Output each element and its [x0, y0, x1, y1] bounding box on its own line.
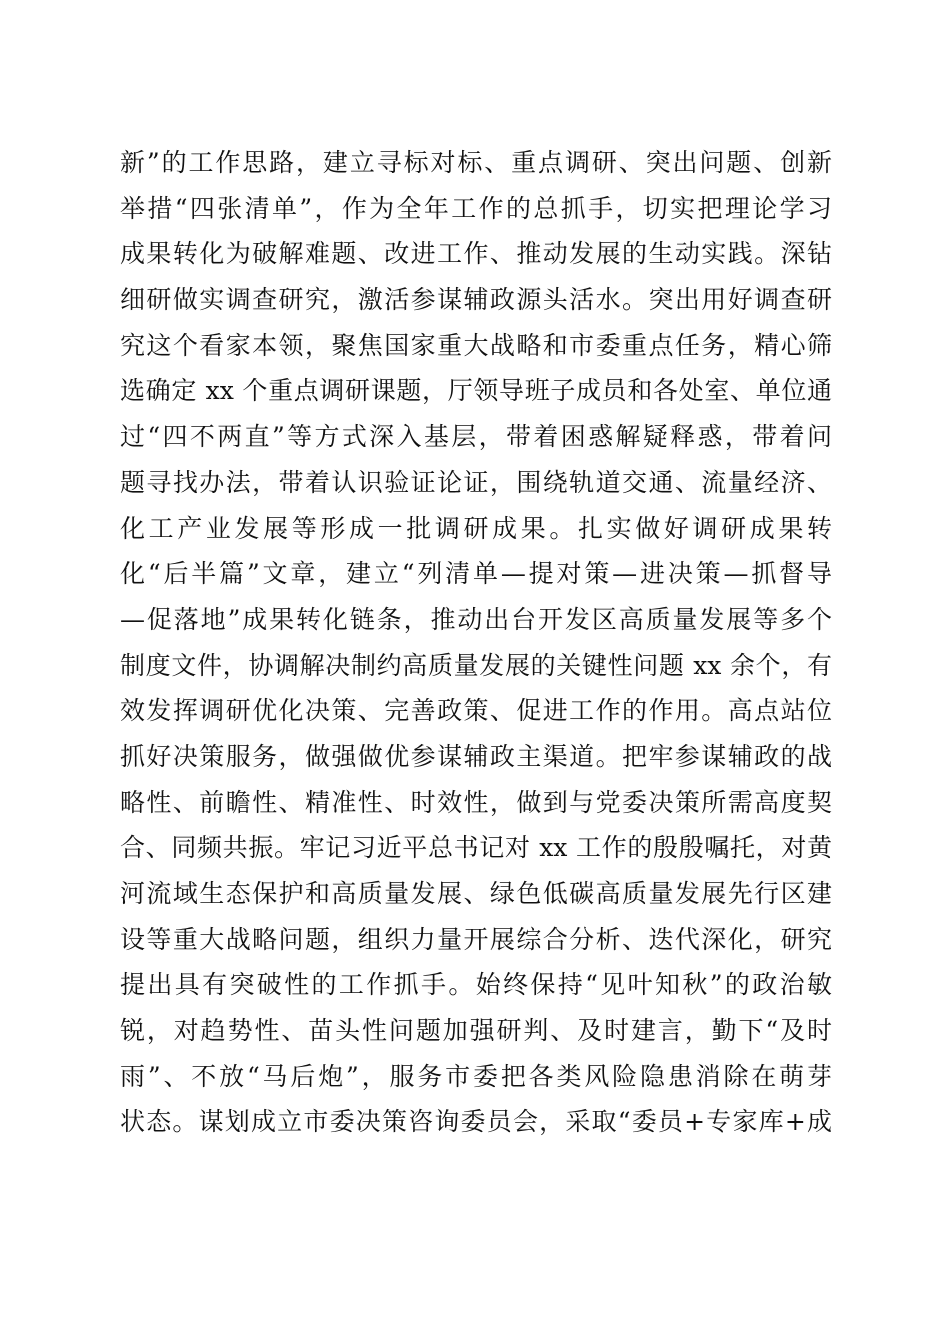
- text-line: 锐，对趋势性、苗头性问题加强研判、及时建言，勤下“及时: [120, 1016, 832, 1046]
- text-line: 设等重大战略问题，组织力量开展综合分析、迭代深化，研究: [120, 924, 832, 954]
- text-line: 成果转化为破解难题、改进工作、推动发展的生动实践。深钻: [120, 239, 832, 269]
- text-line: 提出具有突破性的工作抓手。始终保持“见叶知秋”的政治敏: [120, 970, 832, 1000]
- text-line: 制度文件，协调解决制约高质量发展的关键性问题 xx 余个，有: [120, 650, 832, 680]
- text-line: 合、同频共振。牢记习近平总书记对 xx 工作的殷殷嘱托，对黄: [120, 833, 832, 863]
- text-line: 新”的工作思路，建立寻标对标、重点调研、突出问题、创新: [120, 148, 832, 177]
- text-line: 究这个看家本领，聚焦国家重大战略和市委重点任务，精心筛: [120, 330, 832, 360]
- text-line: 抓好决策服务，做强做优参谋辅政主渠道。把牢参谋辅政的战: [120, 741, 832, 771]
- text-line: 题寻找办法，带着认识验证论证，围绕轨道交通、流量经济、: [120, 467, 832, 497]
- text-line: 举措“四张清单”，作为全年工作的总抓手，切实把理论学习: [120, 193, 832, 223]
- text-line: 过“四不两直”等方式深入基层，带着困惑解疑释惑，带着问: [120, 422, 832, 452]
- text-line: —促落地”成果转化链条，推动出台开发区高质量发展等多个: [120, 604, 832, 634]
- text-line: 化“后半篇”文章，建立“列清单—提对策—进决策—抓督导: [120, 559, 832, 589]
- text-line: 效发挥调研优化决策、完善政策、促进工作的作用。高点站位: [120, 696, 832, 726]
- text-line: 雨”、不放“马后炮”，服务市委把各类风险隐患消除在萌芽: [120, 1061, 832, 1091]
- text-line: 选确定 xx 个重点调研课题，厅领导班子成员和各处室、单位通: [120, 376, 832, 406]
- body-paragraph: [120, 140, 832, 1145]
- text-line: 状态。谋划成立市委决策咨询委员会，采取“委员+专家库+成: [120, 1107, 832, 1137]
- text-line: 河流域生态保护和高质量发展、绿色低碳高质量发展先行区建: [120, 879, 832, 908]
- text-line: 略性、前瞻性、精准性、时效性，做到与党委决策所需高度契: [120, 787, 832, 817]
- text-line: 细研做实调查研究，激活参谋辅政源头活水。突出用好调查研: [120, 285, 832, 315]
- text-line: 化工产业发展等形成一批调研成果。扎实做好调研成果转: [120, 513, 832, 543]
